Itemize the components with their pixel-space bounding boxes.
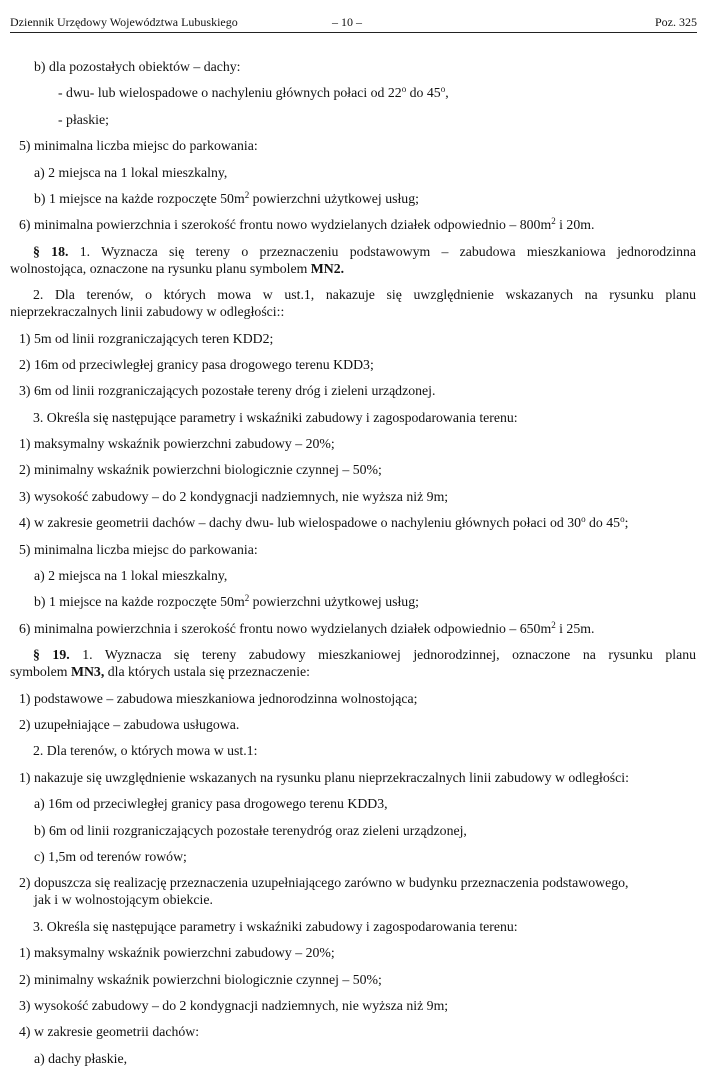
list-item: c) 1,5m od terenów rowów; (34, 848, 187, 864)
paragraph-18-continued: wolnostojąca, oznaczone na rysunku planu symbolem MN2. (10, 260, 345, 276)
paragraph-text: nieprzekraczalnych linii zabudowy w odległości:: (10, 304, 285, 320)
list-item: 1) nakazuje się uwzględnienie wskazanych na rysunku planu nieprzekraczalnych linii zabudowy w odległości: (19, 769, 629, 785)
list-item: 1) maksymalny wskaźnik powierzchni zabudowy – 20%; (19, 436, 335, 452)
list-item: 5) minimalna liczba miejsc do parkowania: (19, 541, 258, 557)
list-item: 5) minimalna liczba miejsc do parkowania: (19, 138, 258, 154)
paragraph-text: 2. Dla terenów, o których mowa w ust.1: (33, 743, 258, 759)
document-body (10, 58, 696, 1076)
list-item: a) dachy płaskie, (34, 1050, 128, 1066)
list-item: 3) wysokość zabudowy – do 2 kondygnacji nadziemnych, nie wyższa niż 9m; (19, 488, 449, 504)
paragraph-18: § 18. 1. Wyznacza się tereny o przeznaczeniu podstawowym – zabudowa mieszkaniowa jednorodzinna (33, 243, 696, 259)
list-item: - płaskie; (58, 111, 109, 127)
list-item: 2) 16m od przeciwległej granicy pasa drogowego terenu KDD3; (19, 356, 374, 372)
position-number: Poz. 325 (655, 15, 697, 29)
paragraph-text: 2. Dla terenów, o których mowa w ust.1, nakazuje się uwzględnienie wskazanych na rysunku planu (33, 287, 696, 303)
publication-title: Dziennik Urzędowy Województwa Lubuskiego (10, 15, 238, 29)
list-item: a) 2 miejsca na 1 lokal mieszkalny, (34, 568, 228, 584)
paragraph-19: § 19. 1. Wyznacza się tereny zabudowy mieszkaniowej jednorodzinnej, oznaczone na rysunku planu (33, 647, 697, 663)
list-item: b) 1 miejsce na każde rozpoczęte $50m^2$ powierzchni użytkowej usług; (34, 189, 419, 206)
list-item: - dwu- lub wielospadowe o nachyleniu głównych połaci od 22$^o$ do 45$^o$, (58, 84, 449, 101)
list-item: 6) minimalna powierzchnia i szerokość frontu nowo wydzielanych działek odpowiednio – $800m^2$ i 20m. (19, 216, 595, 233)
list-item: 1) 5m od linii rozgraniczających teren KDD2; (19, 330, 274, 346)
list-item: 1) podstawowe – zabudowa mieszkaniowa jednorodzinna wolnostojąca; (19, 690, 418, 706)
paragraph-text: 3. Określa się następujące parametry i wskaźniki zabudowy i zagospodarowania terenu: (33, 918, 518, 934)
list-item: 4) w zakresie geometrii dachów: (19, 1024, 200, 1040)
list-item: 2) minimalny wskaźnik powierzchni biologicznie czynnej – 50%; (19, 971, 382, 987)
list-item: 2) uzupełniające – zabudowa usługowa. (19, 716, 240, 732)
list-item: 4) w zakresie geometrii dachów – dachy dwu- lub wielospadowe o nachyleniu głównych połaci od 30$^o$ do 45$^o$; (19, 514, 629, 531)
page-header (10, 12, 697, 33)
list-item-continued: jak i w wolnostojącym obiekcie. (34, 892, 213, 908)
paragraph-19-continued: symbolem MN3, dla których ustala się przeznaczenie: (10, 664, 310, 680)
list-item: a) 16m od przeciwległej granicy pasa drogowego terenu KDD3, (34, 796, 388, 812)
list-item: 6) minimalna powierzchnia i szerokość frontu nowo wydzielanych działek odpowiednio – $650m^2$ i 25m. (19, 619, 595, 636)
paragraph-text: 3. Określa się następujące parametry i wskaźniki zabudowy i zagospodarowania terenu: (33, 409, 518, 425)
list-item: 3) wysokość zabudowy – do 2 kondygnacji nadziemnych, nie wyższa niż 9m; (19, 997, 449, 1013)
list-item: 1) maksymalny wskaźnik powierzchni zabudowy – 20%; (19, 945, 335, 961)
list-item: a) 2 miejsca na 1 lokal mieszkalny, (34, 164, 228, 180)
list-item: 3) 6m od linii rozgraniczających pozostałe tereny dróg i zieleni urządzonej. (19, 383, 436, 399)
list-item: 2) minimalny wskaźnik powierzchni biologicznie czynnej – 50%; (19, 462, 382, 478)
list-item: b) dla pozostałych obiektów – dachy: (34, 59, 241, 74)
list-item: 2) dopuszcza się realizację przeznaczenia uzupełniającego zarówno w budynku przeznaczenia podstawowego, (19, 875, 629, 891)
list-item: b) 1 miejsce na każde rozpoczęte $50m^2$ powierzchni użytkowej usług; (34, 593, 419, 610)
list-item: b) 6m od linii rozgraniczających pozostałe terenydróg oraz zieleni urządzonej, (34, 822, 467, 838)
page-number: – 10 – (332, 15, 362, 29)
